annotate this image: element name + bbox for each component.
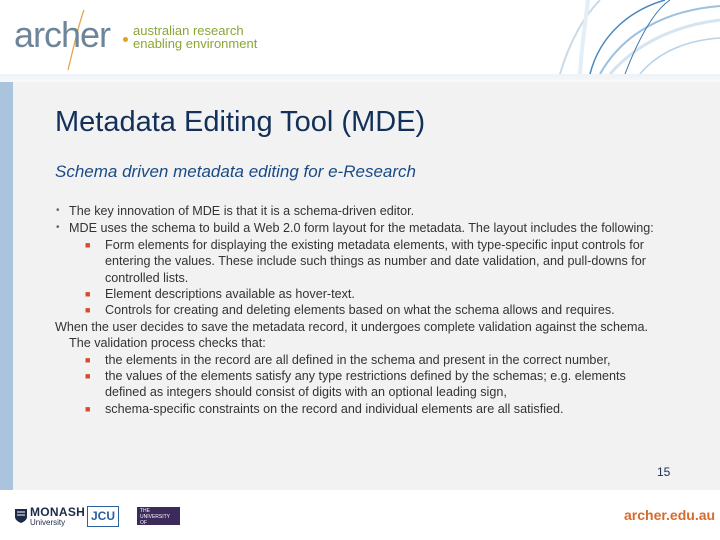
tagline-line-2: enabling environment xyxy=(133,36,258,51)
bullet-marker-icon: • xyxy=(56,205,60,216)
sub-bullet-item xyxy=(55,286,665,302)
sub-bullet-text: the values of the elements satisfy any type restrictions defined by the schemas; e.g. elements defined as integers should consist of digits with an optional leading sign, xyxy=(105,369,626,400)
monash-logo-subtext: University xyxy=(30,518,66,527)
left-accent-stripe xyxy=(0,82,13,490)
bullet-marker-icon: • xyxy=(56,222,60,234)
sub-bullet-item xyxy=(55,237,665,286)
validation-paragraph: When the user decides to save the metadata record, it undergoes complete validation against the schema. The validation process checks that: xyxy=(55,319,648,351)
sub-bullet-text: Form elements for displaying the existing metadata elements, with type-specific input controls for entering the values. These include such things as number and date validation, and pull-downs for controlled lists. xyxy=(105,237,646,285)
uq-logo xyxy=(137,507,180,538)
bullet-item xyxy=(55,203,665,219)
bullet-text: The key innovation of MDE is that it is a schema-driven editor. xyxy=(69,204,415,218)
uq-logo-line-2: OF QUEENSLAND xyxy=(140,520,175,532)
square-bullet-icon: ■ xyxy=(85,371,91,382)
slide-body xyxy=(55,203,665,417)
slide-title: Metadata Editing Tool (MDE) xyxy=(55,106,426,138)
uq-logo-line-1: THE UNIVERSITY xyxy=(140,508,171,520)
sub-bullet-text: the elements in the record are all defined in the schema and present in the correct number, xyxy=(105,352,611,367)
sub-bullet-item xyxy=(55,368,665,401)
monash-logo-text: MONASH xyxy=(30,505,86,519)
archer-logo: archer xyxy=(14,14,111,55)
bullet-item xyxy=(55,220,665,236)
square-bullet-icon: ■ xyxy=(85,354,91,365)
slide-subtitle: Schema driven metadata editing for e-Research xyxy=(55,162,416,181)
logo-tagline xyxy=(133,24,257,50)
tagline-line-1: australian research xyxy=(133,23,244,38)
website-link[interactable]: archer.edu.au xyxy=(624,507,716,523)
square-bullet-icon: ■ xyxy=(85,403,91,414)
jcu-logo: JCU xyxy=(87,506,119,527)
sub-bullet-item xyxy=(55,352,665,368)
header-divider xyxy=(0,74,720,82)
sub-bullet-text: schema-specific constraints on the record and individual elements are all satisfied. xyxy=(105,401,564,416)
sub-bullet-item xyxy=(55,302,665,318)
header-swoosh-decoration-icon xyxy=(490,0,720,74)
square-bullet-icon: ■ xyxy=(85,289,91,300)
uq-logo-line-3: AUSTRALIA xyxy=(140,532,168,538)
header xyxy=(0,0,720,74)
page-number: 15 xyxy=(657,465,671,479)
sub-bullet-text: Element descriptions available as hover-text. xyxy=(105,287,355,302)
sub-bullet-item xyxy=(55,401,665,417)
square-bullet-icon: ■ xyxy=(85,239,91,250)
monash-crest-icon xyxy=(14,508,28,524)
bullet-text: MDE uses the schema to build a Web 2.0 form layout for the metadata. The layout includes the following: xyxy=(69,221,654,236)
logo-dot-icon xyxy=(123,37,128,42)
sub-bullet-text: Controls for creating and deleting elements based on what the schema allows and requires. xyxy=(105,303,615,318)
square-bullet-icon: ■ xyxy=(85,305,91,316)
